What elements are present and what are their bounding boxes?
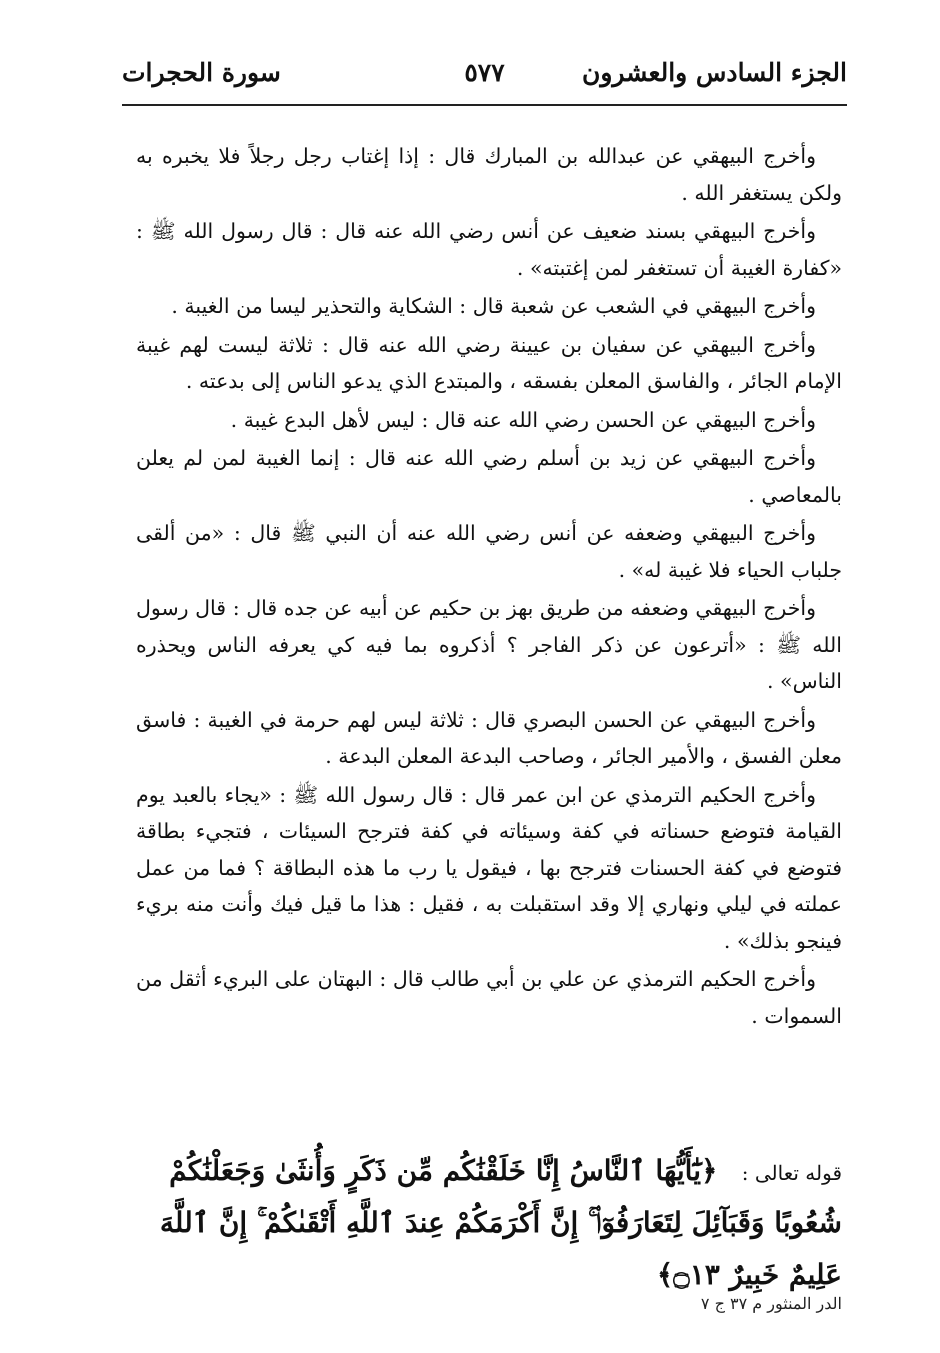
- page-number: ٥٧٧: [464, 58, 505, 87]
- paragraph: وأخرج البيهقي عن الحسن رضي الله عنه قال : ليس لأهل البدع غيبة .: [230, 407, 816, 432]
- footer-signature: الدر المنثور م ٣٧ ج ٧: [700, 1294, 842, 1313]
- paragraph: وأخرج البيهقي عن الحسن البصري قال : ثلاثة ليس لهم حرمة في الغيبة : فاسق معلن الفسق ، والأمير الجائر ، وصاحب البدعة المعلن البدعة .: [136, 707, 842, 768]
- paragraph: وأخرج البيهقي بسند ضعيف عن أنس رضي الله عنه قال : قال رسول الله ﷺ : «كفارة الغيبة أن تستغفر لمن إغتبته» .: [136, 219, 842, 280]
- paragraph: وأخرج البيهقي وضعفه من طريق بهز بن حكيم عن أبيه عن جده قال : قال رسول الله ﷺ : «أترعون عن ذكر الفاجر ؟ أذكروه بما فيه كي يعرفه الناس ويحذره الناس» .: [136, 596, 842, 693]
- paragraph: وأخرج البيهقي عن زيد بن أسلم رضي الله عنه قال : إنما الغيبة لمن لم يعلن بالمعاصي .: [136, 446, 842, 507]
- paragraph: وأخرج البيهقي عن سفيان بن عيينة رضي الله عنه قال : ثلاثة ليست لهم غيبة الإمام الجائر ، والفاسق المعلن بفسقه ، والمبتدع الذي يدعو الناس إلى بدعته .: [136, 332, 842, 393]
- quran-verse-block: [136, 1146, 842, 1302]
- page-header: [122, 52, 847, 98]
- paragraph: وأخرج البيهقي عن عبدالله بن المبارك قال : إذا إغتاب رجل رجلاً فلا يخبره به ولكن يستغفر الله .: [136, 144, 842, 205]
- header-divider: [122, 104, 847, 106]
- part-title: الجزء السادس والعشرون: [581, 58, 847, 87]
- verse-text: ﴿يَٰٓأَيُّهَا ٱلنَّاسُ إِنَّا خَلَقْنَٰكُم مِّن ذَكَرٍ وَأُنثَىٰ وَجَعَلْنَٰكُمْ شُعُوبًا وَقَبَآئِلَ لِتَعَارَفُوٓا۟ ۚ إِنَّ أَكْرَمَكُمْ عِندَ ٱللَّهِ أَتْقَىٰكُمْ ۚ إِنَّ ٱللَّهَ عَلِيمٌ خَبِيرٌ ۝١٣﴾: [159, 1154, 842, 1291]
- verse-label: قوله تعالى :: [741, 1161, 842, 1185]
- paragraph: وأخرج الحكيم الترمذي عن علي بن أبي طالب قال : البهتان على البريء أثقل من السموات .: [136, 967, 842, 1028]
- paragraph: وأخرج الحكيم الترمذي عن ابن عمر قال : قال رسول الله ﷺ : «يجاء بالعبد يوم القيامة فتوضع حسناته في كفة وسيئاته في كفة فترجح السيئات ، فتجيء بطاقة فتوضع في كفة الحسنات فترجح بها ، فيقول يا رب ما هذه البطاقة ؟ فما من عمل عملته في ليلي ونهاري إلا وقد استقبلت به ، فقيل : هذا ما قيل فيك وأنت منه بريء فينجو بذلك» .: [136, 782, 842, 953]
- paragraph: وأخرج البيهقي وضعفه عن أنس رضي الله عنه أن النبي ﷺ قال : «من ألقى جلباب الحياء فلا غيبة له» .: [136, 521, 842, 582]
- surah-title: سورة الحجرات: [122, 58, 281, 87]
- page-body: [136, 138, 842, 1036]
- paragraph: وأخرج البيهقي في الشعب عن شعبة قال : الشكاية والتحذير ليسا من الغيبة .: [171, 294, 816, 318]
